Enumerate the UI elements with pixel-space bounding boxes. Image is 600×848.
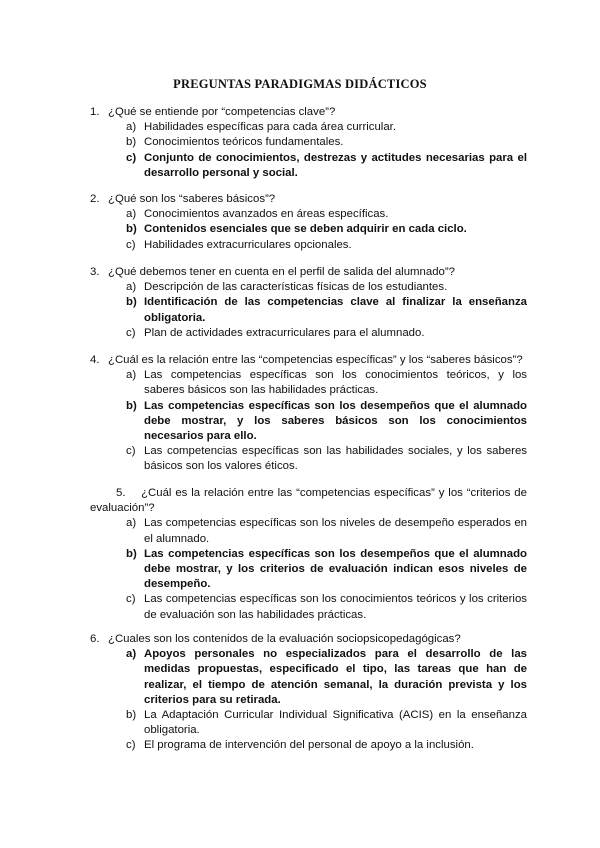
answer-option (90, 516, 527, 546)
answer-option (90, 708, 527, 738)
question-1 (90, 105, 527, 181)
option-letter: c) (126, 326, 136, 339)
question-text: 2. ¿Qué son los “saberes básicos”? (90, 192, 527, 207)
question-number: 1. (90, 106, 100, 118)
option-letter: a) (126, 208, 137, 221)
answer-option (90, 592, 527, 622)
question-3 (90, 265, 527, 341)
option-text: Conocimientos avanzados en áreas específicas. (144, 208, 389, 221)
option-text: Las competencias específicas son los conocimientos teóricos, y los saberes básicos son las habilidades prácticas. (144, 369, 527, 397)
option-text: Las competencias específicas son las habilidades sociales, y los saberes básicos son los valores éticos. (144, 445, 527, 473)
question-2 (90, 192, 527, 253)
option-letter: b) (126, 136, 137, 149)
page-title: PREGUNTAS PARADIGMAS DIDÁCTICOS (173, 77, 427, 91)
answer-option-correct (90, 547, 527, 593)
option-text: Habilidades extracurriculares opcionales. (144, 238, 352, 251)
option-text: Conjunto de conocimientos, destrezas y actitudes necesarias para el desarrollo personal y social. (144, 151, 527, 179)
option-text: Apoyos personales no especializados para el desarrollo de las medidas propuestas, especificado el tipo, las tareas que han de realizar, el tiempo de atención semanal, la duración prevista y los criterios para su retirada. (144, 648, 527, 706)
option-letter: c) (126, 238, 136, 251)
answer-option (90, 135, 527, 150)
question-text: 4. ¿Cuál es la relación entre las “competencias específicas” y los “saberes básicos”? (90, 353, 527, 368)
question-text: 6. ¿Cuales son los contenidos de la evaluación sociopsicopedagógicas? (90, 632, 527, 647)
answer-option-correct (90, 399, 527, 445)
option-text: El programa de intervención del personal de apoyo a la inclusión. (144, 739, 474, 752)
question-number: 5. (116, 487, 126, 499)
option-letter: a) (126, 517, 137, 530)
question-number: 2. (90, 193, 100, 205)
answer-option (90, 238, 527, 253)
answer-option-correct (90, 222, 527, 237)
option-text: Descripción de las características físicas de los estudiantes. (144, 281, 448, 294)
option-letter: b) (126, 399, 137, 412)
option-letter: b) (126, 223, 137, 236)
question-number: 4. (90, 354, 100, 366)
option-letter: a) (126, 648, 137, 661)
answer-option (90, 120, 527, 135)
answer-option-correct (90, 647, 527, 708)
option-letter: c) (126, 593, 136, 606)
question-number: 3. (90, 266, 100, 278)
question-text: 5. ¿Cuál es la relación entre las “competencias específicas” y los “criterios de evaluación”? (90, 487, 527, 515)
option-letter: b) (126, 709, 137, 722)
option-text: Las competencias específicas son los niveles de desempeño esperados en el alumnado. (144, 517, 527, 545)
answer-option (90, 444, 527, 474)
option-letter: a) (126, 369, 137, 382)
answer-option (90, 207, 527, 222)
option-text: La Adaptación Curricular Individual Significativa (ACIS) en la enseñanza obligatoria. (144, 709, 527, 737)
answer-option (90, 326, 527, 341)
question-number: 6. (90, 633, 100, 645)
option-text: Las competencias específicas son los conocimientos teóricos y los criterios de evaluación son las habilidades prácticas. (144, 593, 527, 621)
option-text: Las competencias específicas son los desempeños que el alumnado debe mostrar, y los saberes básicos son los conocimientos necesarios para ello. (144, 399, 527, 443)
option-text: Contenidos esenciales que se deben adquirir en cada ciclo. (144, 223, 467, 236)
option-letter: c) (126, 445, 136, 458)
answer-option-correct (90, 151, 527, 181)
answer-option (90, 280, 527, 295)
option-text: Conocimientos teóricos fundamentales. (144, 136, 344, 149)
option-letter: a) (126, 121, 137, 134)
option-text: Plan de actividades extracurriculares para el alumnado. (144, 326, 425, 339)
option-text: Habilidades específicas para cada área curricular. (144, 121, 396, 134)
option-text: Las competencias específicas son los desempeños que el alumnado debe mostrar, y los criterios de evaluación indican esos niveles de desempeño. (144, 547, 527, 591)
option-letter: b) (126, 547, 137, 560)
option-letter: a) (126, 281, 137, 294)
question-5 (90, 486, 527, 623)
option-text: Identificación de las competencias clave al finalizar la enseñanza obligatoria. (144, 296, 527, 324)
question-6 (90, 632, 527, 754)
option-letter: b) (126, 296, 137, 309)
question-4 (90, 353, 527, 475)
option-letter: c) (126, 151, 137, 164)
answer-option (90, 738, 527, 753)
option-letter: c) (126, 739, 136, 752)
question-text: 1. ¿Qué se entiende por “competencias clave”? (90, 105, 527, 120)
answer-option (90, 368, 527, 398)
question-text: 3. ¿Qué debemos tener en cuenta en el perfil de salida del alumnado”? (90, 265, 527, 280)
answer-option-correct (90, 295, 527, 325)
